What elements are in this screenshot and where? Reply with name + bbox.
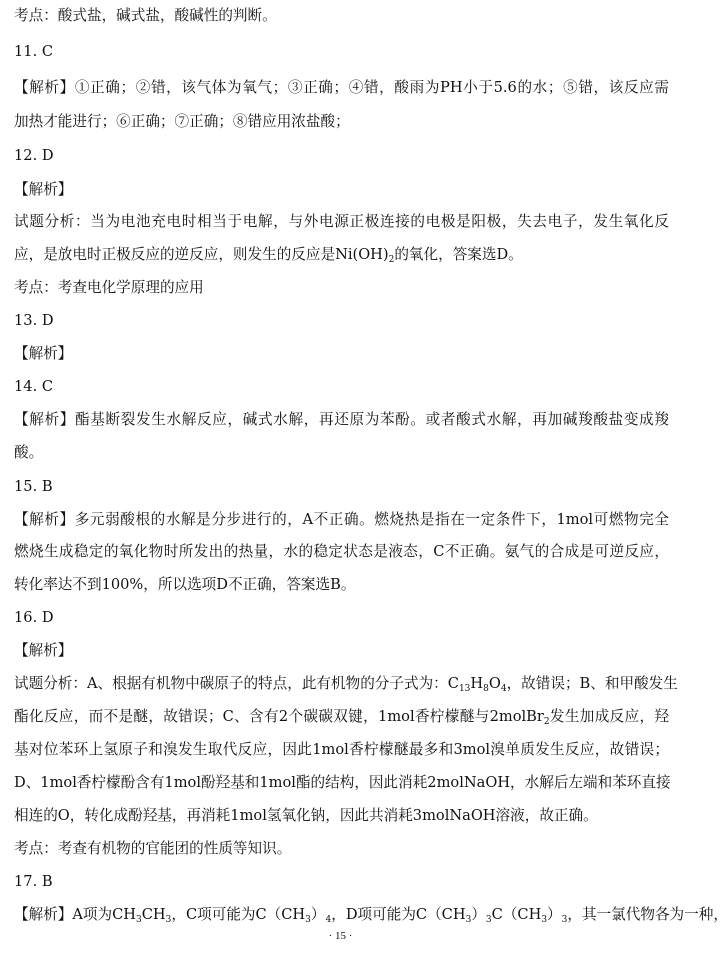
answer-heading: 16. D: [14, 609, 54, 626]
text-line: 转化率达不到100%，所以选项D不正确，答案选B。: [14, 576, 356, 593]
text-line: D、1mol香柠檬酚含有1mol酚羟基和1mol酯的结构，因此消耗2molNaOH，水解后左端和苯环直接: [14, 774, 671, 791]
text-line: 【解析】①正确；②错，该气体为氧气；③正确；④错，酸雨为PH小于5.6的水；⑤错，该反应需: [14, 79, 669, 96]
text-line: 酸。: [14, 444, 44, 461]
text-line: 考点：酸式盐，碱式盐，酸碱性的判断。: [14, 7, 277, 24]
text-line: 酯化反应，而不是醚，故错误；C、含有2个碳碳双键，1mol香柠檬醚与2molBr$_2$发生加成反应，羟: [14, 708, 669, 727]
answer-heading: 13. D: [14, 312, 54, 329]
text-line: 基对位苯环上氢原子和溴发生取代反应，因此1mol香柠檬醚最多和3mol溴单质发生反应，故错误；: [14, 741, 669, 758]
analysis-label: 【解析】: [14, 181, 73, 198]
text-line: 考点：考查有机物的官能团的性质等知识。: [14, 840, 292, 857]
answer-heading: 14. C: [14, 378, 54, 395]
text-line: 试题分析：当为电池充电时相当于电解，与外电源正极连接的电极是阳极，失去电子，发生氧化反: [14, 213, 669, 230]
text-line: 燃烧生成稳定的氧化物时所发出的热量，水的稳定状态是液态，C不正确。氨气的合成是可逆反应，: [14, 543, 669, 560]
answer-heading: 15. B: [14, 478, 53, 495]
answer-heading: 11. C: [14, 43, 54, 60]
answer-heading: 17. B: [14, 873, 53, 890]
text-line: 【解析】多元弱酸根的水解是分步进行的，A不正确。燃烧热是指在一定条件下，1mol可燃物完全: [14, 511, 669, 528]
analysis-label: 【解析】: [14, 345, 73, 362]
text-line: 【解析】A项为$CH_3CH_3$，C项可能为$C(CH_3)_4$，D项可能为$C(CH_3)_3C(CH_3)_3$，其一氯代物各为一种，: [14, 906, 728, 925]
analysis-label: 【解析】: [14, 642, 73, 659]
answer-heading: 12. D: [14, 147, 54, 164]
text-line: 试题分析：A、根据有机物中碳原子的特点，此有机物的分子式为：$C_{13}H_8O_4$，故错误；B、和甲酸发生: [14, 675, 678, 694]
text-line: 加热才能进行；⑥正确；⑦正确；⑧错应用浓盐酸；: [14, 113, 350, 130]
text-line: 应，是放电时正极反应的逆反应，则发生的反应是$Ni(OH)_2$的氧化，答案选D。: [14, 246, 523, 265]
page-number: · 15 ·: [328, 930, 353, 942]
text-line: 考点：考查电化学原理的应用: [14, 279, 204, 296]
text-line: 相连的O，转化成酚羟基，再消耗1mol氢氧化钠，因此共消耗3molNaOH溶液，故正确。: [14, 807, 598, 824]
text-line: 【解析】酯基断裂发生水解反应，碱式水解，再还原为苯酚。或者酸式水解，再加碱羧酸盐变成羧: [14, 411, 669, 428]
